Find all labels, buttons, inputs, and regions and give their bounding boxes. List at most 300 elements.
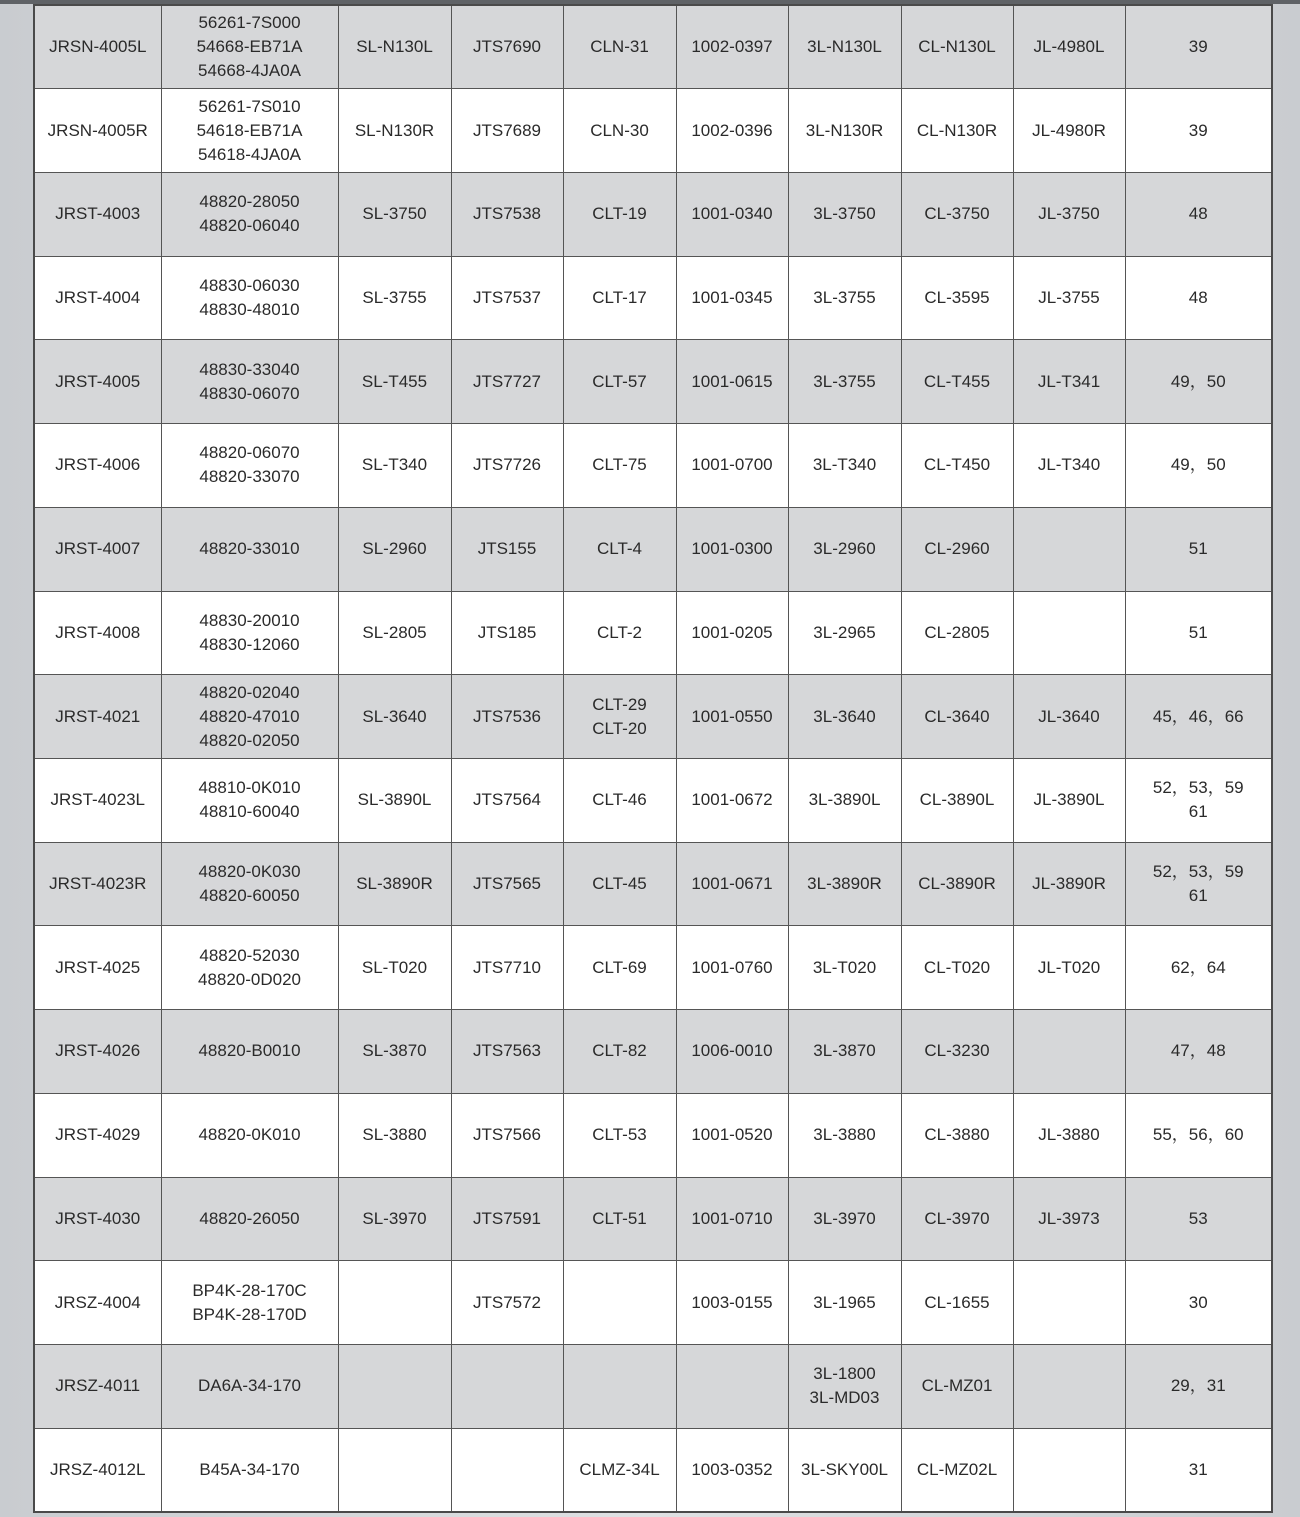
sl-ref-cell: [338, 758, 451, 842]
cln-ref-cell: [563, 842, 676, 926]
cell-text: CL-3890L: [919, 790, 995, 810]
cell-text: JL-3973: [1038, 1208, 1100, 1228]
cl-ref-cell: [901, 926, 1013, 1010]
cell-text: 1001-0672: [691, 790, 773, 810]
cell-text: CLT-53: [592, 1125, 647, 1145]
oem-number-cell: [161, 5, 338, 89]
cell-text: DA6A-34-170: [197, 1376, 301, 1396]
cell-text: 3L-3755: [813, 371, 876, 391]
cell-text: CL-T455: [923, 371, 991, 391]
sl-ref-cell: [338, 1177, 451, 1261]
cell-text: JRSZ-4011: [55, 1376, 141, 1396]
cell-text: 48810-60040: [199, 802, 300, 822]
cell-text: JTS7591: [472, 1208, 542, 1228]
part-number-cell: [34, 591, 161, 675]
cell-text: 54618-EB71A: [196, 120, 303, 140]
cell-text: JL-4980R: [1032, 120, 1106, 140]
page-ref-cell: [1125, 89, 1272, 173]
jts-ref-cell: [451, 256, 563, 340]
part-number-cell: [34, 256, 161, 340]
page-ref-cell: [1125, 340, 1272, 424]
cell-text: 48820-0K030: [198, 862, 301, 882]
3l-ref-cell: [788, 842, 901, 926]
cell-text: JTS7537: [472, 288, 542, 308]
cell-text: 1001-0300: [691, 539, 773, 559]
cell-text: CL-3230: [924, 1041, 990, 1061]
page-ref-cell: [1125, 1010, 1272, 1094]
cell-text: JL-T020: [1037, 957, 1101, 977]
sl-ref-cell: [338, 172, 451, 256]
cl-ref-cell: [901, 1428, 1013, 1512]
sl-ref-cell: [338, 507, 451, 591]
cell-text: 1006-0010: [691, 1041, 773, 1061]
page-ref-cell: [1125, 842, 1272, 926]
jl-ref-cell: [1013, 89, 1125, 173]
jl-ref-cell: [1013, 1345, 1125, 1429]
jts-ref-cell: [451, 1261, 563, 1345]
cell-text: 48820-28050: [199, 192, 300, 212]
3l-ref-cell: [788, 424, 901, 508]
cell-text: JRST-4030: [55, 1208, 141, 1228]
oem-number-cell: [161, 842, 338, 926]
cell-text: 1001-0760: [691, 957, 773, 977]
page-ref-cell: [1125, 1345, 1272, 1429]
cell-text: 48820-0D020: [197, 969, 302, 989]
code-ref-cell: [676, 1093, 788, 1177]
cell-text: 1001-0340: [691, 204, 773, 224]
jts-ref-cell: [451, 1428, 563, 1512]
cell-text: JTS7564: [472, 790, 542, 810]
table-row: [34, 926, 1272, 1010]
oem-number-cell: [161, 424, 338, 508]
cell-text: JRST-4029: [55, 1125, 141, 1145]
cell-text: JRSN-4005R: [47, 120, 148, 140]
cl-ref-cell: [901, 340, 1013, 424]
cell-text: 30: [1188, 1292, 1208, 1312]
cell-text: JTS7565: [472, 874, 542, 894]
cell-text: CLN-31: [590, 37, 649, 57]
cell-text: 1003-0352: [691, 1459, 773, 1479]
jts-ref-cell: [451, 5, 563, 89]
code-ref-cell: [676, 1177, 788, 1261]
cell-text: CL-1655: [924, 1292, 990, 1312]
cell-text: 48830-20010: [199, 610, 300, 630]
cl-ref-cell: [901, 591, 1013, 675]
page-ref-cell: [1125, 758, 1272, 842]
cell-text: JRSZ-4012L: [50, 1459, 146, 1479]
cell-text: CLT-45: [592, 874, 647, 894]
cell-text: 51: [1188, 539, 1208, 559]
table-row: [34, 1177, 1272, 1261]
cell-text: 39: [1188, 37, 1208, 57]
3l-ref-cell: [788, 1428, 901, 1512]
cell-text: SL-3640: [362, 706, 427, 726]
table-row: [34, 1010, 1272, 1094]
cell-text: BP4K-28-170C: [192, 1280, 307, 1300]
cell-text: JTS7726: [472, 455, 542, 475]
sl-ref-cell: [338, 424, 451, 508]
cell-text: SL-3890R: [356, 874, 433, 894]
cell-text: 48820-33010: [199, 539, 300, 559]
cell-text: 48830-33040: [199, 359, 300, 379]
jl-ref-cell: [1013, 1177, 1125, 1261]
jts-ref-cell: [451, 1093, 563, 1177]
table-row: [34, 1428, 1272, 1512]
part-number-cell: [34, 926, 161, 1010]
cell-text: 29，31: [1170, 1376, 1226, 1396]
cell-text: JTS7710: [472, 957, 542, 977]
code-ref-cell: [676, 675, 788, 759]
code-ref-cell: [676, 5, 788, 89]
cell-text: CL-3640: [924, 706, 990, 726]
cell-text: JL-3880: [1038, 1125, 1100, 1145]
3l-ref-cell: [788, 1345, 901, 1429]
cell-text: 61: [1188, 802, 1208, 822]
part-number-cell: [34, 5, 161, 89]
code-ref-cell: [676, 424, 788, 508]
part-number-cell: [34, 842, 161, 926]
3l-ref-cell: [788, 758, 901, 842]
cell-text: JRST-4021: [55, 706, 141, 726]
table-row: [34, 172, 1272, 256]
cell-text: 1001-0615: [691, 371, 773, 391]
page-ref-cell: [1125, 1177, 1272, 1261]
oem-number-cell: [161, 172, 338, 256]
cell-text: JL-3890L: [1033, 790, 1105, 810]
table-row: [34, 1261, 1272, 1345]
cell-text: 1003-0155: [691, 1292, 773, 1312]
sl-ref-cell: [338, 926, 451, 1010]
cell-text: 1001-0671: [691, 874, 773, 894]
cell-text: CLT-69: [592, 957, 647, 977]
cell-text: 39: [1188, 120, 1208, 140]
code-ref-cell: [676, 1010, 788, 1094]
cell-text: 1001-0520: [691, 1125, 773, 1145]
cell-text: 3L-3640: [813, 706, 876, 726]
cell-text: JRST-4006: [55, 455, 141, 475]
cell-text: JTS185: [477, 622, 537, 642]
cell-text: JRSZ-4004: [54, 1292, 141, 1312]
cell-text: 49，50: [1170, 455, 1226, 475]
cell-text: 3L-3755: [813, 288, 876, 308]
3l-ref-cell: [788, 926, 901, 1010]
sl-ref-cell: [338, 256, 451, 340]
cell-text: CLT-4: [596, 539, 643, 559]
code-ref-cell: [676, 340, 788, 424]
table-row: [34, 340, 1272, 424]
cell-text: CL-3970: [924, 1208, 990, 1228]
cln-ref-cell: [563, 89, 676, 173]
cell-text: 3L-3890R: [807, 874, 882, 894]
cell-text: B45A-34-170: [199, 1459, 300, 1479]
cl-ref-cell: [901, 256, 1013, 340]
table-row: [34, 256, 1272, 340]
code-ref-cell: [676, 89, 788, 173]
cell-text: SL-T455: [361, 371, 428, 391]
cell-text: SL-2805: [362, 622, 427, 642]
cell-text: JRST-4007: [55, 539, 141, 559]
cell-text: JL-4980L: [1033, 37, 1105, 57]
cell-text: 56261-7S000: [198, 13, 301, 33]
cell-text: 54668-EB71A: [196, 37, 303, 57]
part-number-cell: [34, 340, 161, 424]
cln-ref-cell: [563, 1261, 676, 1345]
cell-text: CL-N130R: [916, 120, 998, 140]
cln-ref-cell: [563, 340, 676, 424]
part-number-cell: [34, 507, 161, 591]
cln-ref-cell: [563, 758, 676, 842]
oem-number-cell: [161, 340, 338, 424]
jl-ref-cell: [1013, 758, 1125, 842]
cell-text: 3L-1800: [813, 1364, 876, 1384]
cell-text: JRST-4004: [55, 288, 141, 308]
cell-text: CLT-19: [592, 204, 647, 224]
cell-text: SL-3870: [362, 1041, 427, 1061]
cell-text: 1001-0345: [691, 288, 773, 308]
cell-text: CLN-30: [590, 120, 649, 140]
cln-ref-cell: [563, 1345, 676, 1429]
cell-text: JRST-4008: [55, 622, 141, 642]
cell-text: JRST-4023L: [50, 790, 145, 810]
sl-ref-cell: [338, 1261, 451, 1345]
cell-text: 48: [1188, 288, 1208, 308]
cell-text: CL-2960: [924, 539, 990, 559]
cell-text: 48820-33070: [199, 467, 300, 487]
cell-text: 48820-B0010: [198, 1041, 301, 1061]
cell-text: 3L-SKY00L: [801, 1459, 888, 1479]
sl-ref-cell: [338, 1010, 451, 1094]
cell-text: 49，50: [1170, 371, 1226, 391]
cl-ref-cell: [901, 1261, 1013, 1345]
oem-number-cell: [161, 675, 338, 759]
page-ref-cell: [1125, 1093, 1272, 1177]
cln-ref-cell: [563, 424, 676, 508]
jts-ref-cell: [451, 340, 563, 424]
cl-ref-cell: [901, 507, 1013, 591]
cell-text: SL-3755: [362, 288, 427, 308]
jl-ref-cell: [1013, 507, 1125, 591]
cell-text: SL-3890L: [357, 790, 432, 810]
cell-text: 1001-0550: [691, 706, 773, 726]
cell-text: 48820-02050: [199, 730, 300, 750]
cln-ref-cell: [563, 507, 676, 591]
cell-text: JL-3755: [1038, 288, 1100, 308]
cell-text: 3L-2965: [813, 622, 876, 642]
cell-text: 53: [1188, 1208, 1208, 1228]
table-row: [34, 675, 1272, 759]
cell-text: 3L-T020: [812, 957, 877, 977]
cell-text: JTS7536: [472, 706, 542, 726]
cell-text: CLT-51: [592, 1208, 647, 1228]
jl-ref-cell: [1013, 1093, 1125, 1177]
cell-text: 48820-02040: [199, 682, 300, 702]
cell-text: SL-3970: [362, 1208, 427, 1228]
jl-ref-cell: [1013, 424, 1125, 508]
cell-text: BP4K-28-170D: [192, 1304, 307, 1324]
jts-ref-cell: [451, 1345, 563, 1429]
3l-ref-cell: [788, 1093, 901, 1177]
3l-ref-cell: [788, 675, 901, 759]
cell-text: 48820-47010: [199, 706, 300, 726]
code-ref-cell: [676, 758, 788, 842]
table-row: [34, 591, 1272, 675]
table-row: [34, 1345, 1272, 1429]
cell-text: 3L-3750: [813, 204, 876, 224]
part-number-cell: [34, 1177, 161, 1261]
code-ref-cell: [676, 591, 788, 675]
cell-text: 1002-0396: [691, 120, 773, 140]
table-row: [34, 507, 1272, 591]
cell-text: CLT-20: [592, 718, 647, 738]
cell-text: 54618-4JA0A: [197, 144, 302, 164]
page-ref-cell: [1125, 507, 1272, 591]
cell-text: 3L-3870: [813, 1041, 876, 1061]
3l-ref-cell: [788, 89, 901, 173]
cell-text: JTS7572: [472, 1292, 542, 1312]
jl-ref-cell: [1013, 591, 1125, 675]
cell-text: 52，53，59: [1152, 778, 1244, 798]
sl-ref-cell: [338, 591, 451, 675]
part-number-cell: [34, 758, 161, 842]
cl-ref-cell: [901, 172, 1013, 256]
part-number-cell: [34, 1345, 161, 1429]
cell-text: 51: [1188, 622, 1208, 642]
3l-ref-cell: [788, 1177, 901, 1261]
3l-ref-cell: [788, 5, 901, 89]
jts-ref-cell: [451, 1010, 563, 1094]
oem-number-cell: [161, 926, 338, 1010]
cell-text: 48: [1188, 204, 1208, 224]
parts-cross-reference-table: [33, 4, 1273, 1513]
cell-text: JRST-4005: [55, 371, 141, 391]
sl-ref-cell: [338, 1345, 451, 1429]
3l-ref-cell: [788, 1010, 901, 1094]
cell-text: CL-2805: [924, 622, 990, 642]
cell-text: 48830-48010: [199, 300, 300, 320]
cell-text: 3L-MD03: [809, 1388, 880, 1408]
cell-text: 3L-N130R: [805, 120, 884, 140]
3l-ref-cell: [788, 1261, 901, 1345]
cl-ref-cell: [901, 842, 1013, 926]
oem-number-cell: [161, 89, 338, 173]
cln-ref-cell: [563, 256, 676, 340]
cell-text: CL-3750: [924, 204, 990, 224]
cell-text: CLT-17: [592, 288, 647, 308]
3l-ref-cell: [788, 591, 901, 675]
cell-text: JTS7538: [472, 204, 542, 224]
cell-text: CL-MZ02L: [916, 1459, 998, 1479]
cell-text: 48820-0K010: [198, 1125, 301, 1145]
sl-ref-cell: [338, 5, 451, 89]
table-row: [34, 424, 1272, 508]
cell-text: CL-3890R: [918, 874, 996, 894]
cell-text: 1001-0710: [691, 1208, 773, 1228]
cell-text: CL-3595: [924, 288, 990, 308]
cell-text: JRST-4026: [55, 1041, 141, 1061]
cln-ref-cell: [563, 926, 676, 1010]
cell-text: 3L-3890L: [808, 790, 881, 810]
cell-text: 52，53，59: [1152, 862, 1244, 882]
cl-ref-cell: [901, 5, 1013, 89]
table-row: [34, 5, 1272, 89]
jts-ref-cell: [451, 926, 563, 1010]
cl-ref-cell: [901, 758, 1013, 842]
cell-text: CLT-57: [592, 371, 647, 391]
cell-text: CL-MZ01: [921, 1376, 993, 1396]
jts-ref-cell: [451, 507, 563, 591]
cl-ref-cell: [901, 1345, 1013, 1429]
cln-ref-cell: [563, 172, 676, 256]
sl-ref-cell: [338, 340, 451, 424]
oem-number-cell: [161, 1345, 338, 1429]
cell-text: JTS7727: [472, 371, 542, 391]
cell-text: 1001-0700: [691, 455, 773, 475]
cell-text: 48830-12060: [199, 634, 300, 654]
cell-text: CLT-75: [592, 455, 647, 475]
jl-ref-cell: [1013, 172, 1125, 256]
3l-ref-cell: [788, 256, 901, 340]
cell-text: JL-3890R: [1032, 874, 1106, 894]
cell-text: 3L-T340: [812, 455, 877, 475]
table-row: [34, 1093, 1272, 1177]
cell-text: SL-N130L: [356, 37, 433, 57]
cl-ref-cell: [901, 89, 1013, 173]
cell-text: JTS7689: [472, 120, 542, 140]
jts-ref-cell: [451, 675, 563, 759]
code-ref-cell: [676, 926, 788, 1010]
sl-ref-cell: [338, 1093, 451, 1177]
part-number-cell: [34, 1428, 161, 1512]
cell-text: 48820-60050: [199, 886, 300, 906]
cell-text: SL-T020: [361, 957, 428, 977]
cl-ref-cell: [901, 675, 1013, 759]
cln-ref-cell: [563, 1177, 676, 1261]
page-ref-cell: [1125, 424, 1272, 508]
jl-ref-cell: [1013, 842, 1125, 926]
cell-text: 3L-3880: [813, 1125, 876, 1145]
cell-text: 48820-06070: [199, 443, 300, 463]
table-row: [34, 758, 1272, 842]
cell-text: 1002-0397: [691, 37, 773, 57]
jts-ref-cell: [451, 424, 563, 508]
oem-number-cell: [161, 1093, 338, 1177]
page-ref-cell: [1125, 256, 1272, 340]
jts-ref-cell: [451, 758, 563, 842]
cell-text: 48830-06070: [199, 383, 300, 403]
oem-number-cell: [161, 1177, 338, 1261]
part-number-cell: [34, 1010, 161, 1094]
jl-ref-cell: [1013, 256, 1125, 340]
code-ref-cell: [676, 842, 788, 926]
page-ref-cell: [1125, 926, 1272, 1010]
cell-text: CL-3880: [924, 1125, 990, 1145]
oem-number-cell: [161, 256, 338, 340]
cl-ref-cell: [901, 424, 1013, 508]
cell-text: JRST-4023R: [49, 874, 147, 894]
cell-text: 48810-0K010: [198, 778, 301, 798]
oem-number-cell: [161, 1261, 338, 1345]
cell-text: CL-N130L: [918, 37, 996, 57]
cln-ref-cell: [563, 5, 676, 89]
sl-ref-cell: [338, 842, 451, 926]
cell-text: 54668-4JA0A: [197, 61, 302, 81]
code-ref-cell: [676, 256, 788, 340]
cell-text: 3L-3970: [813, 1208, 876, 1228]
cell-text: 55，56，60: [1152, 1125, 1244, 1145]
oem-number-cell: [161, 1010, 338, 1094]
cell-text: 56261-7S010: [198, 96, 301, 116]
cell-text: JL-T341: [1037, 371, 1101, 391]
